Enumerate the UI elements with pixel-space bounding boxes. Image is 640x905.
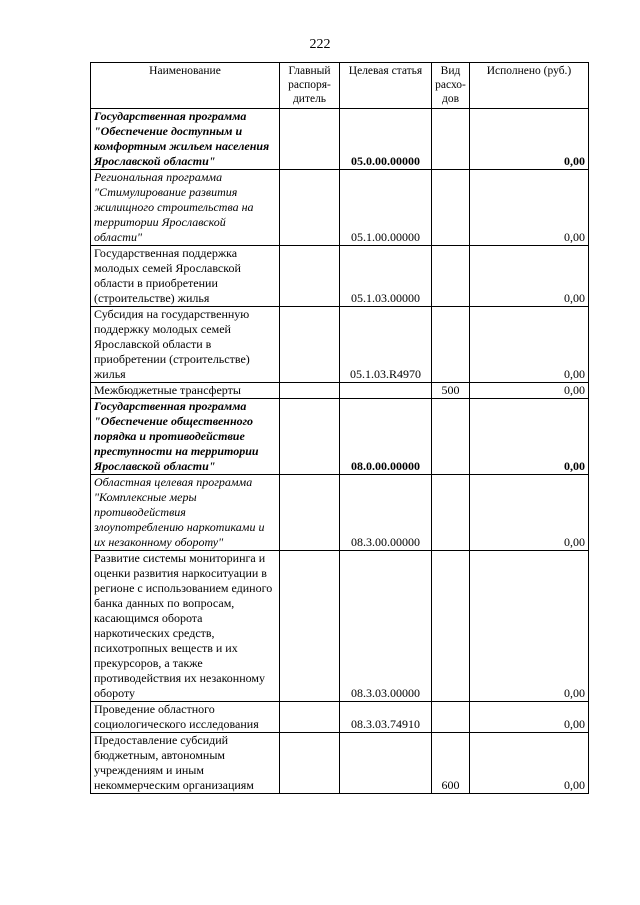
row-kind	[432, 475, 470, 551]
header-kind: Вид расхо-дов	[432, 63, 470, 109]
row-kind: 500	[432, 383, 470, 399]
row-kind	[432, 170, 470, 246]
row-amount: 0,00	[470, 702, 589, 733]
row-amount: 0,00	[470, 399, 589, 475]
row-manager	[280, 475, 340, 551]
row-name: Государственная программа "Обеспечение доступным и комфортным жильем населения Ярославской области"	[91, 109, 280, 170]
row-target-code: 08.3.00.00000	[340, 475, 432, 551]
row-manager	[280, 246, 340, 307]
row-kind	[432, 399, 470, 475]
row-target-code: 08.3.03.00000	[340, 551, 432, 702]
row-kind	[432, 307, 470, 383]
row-target-code: 08.0.00.00000	[340, 399, 432, 475]
row-amount: 0,00	[470, 551, 589, 702]
header-manager: Главный распоря-дитель	[280, 63, 340, 109]
row-name: Государственная поддержка молодых семей Ярославской области в приобретении (строительстве) жилья	[91, 246, 280, 307]
table-row	[91, 246, 589, 307]
row-target-code: 08.3.03.74910	[340, 702, 432, 733]
row-amount: 0,00	[470, 246, 589, 307]
row-manager	[280, 551, 340, 702]
table-row	[91, 383, 589, 399]
row-name: Региональная программа "Стимулирование развития жилищного строительства на территории Ярославской области"	[91, 170, 280, 246]
table-row	[91, 399, 589, 475]
row-target-code: 05.1.03.R4970	[340, 307, 432, 383]
row-kind	[432, 702, 470, 733]
header-target: Целевая статья	[340, 63, 432, 109]
header-name: Наименование	[91, 63, 280, 109]
row-manager	[280, 702, 340, 733]
row-name: Областная целевая программа "Комплексные меры противодействия злоупотреблению наркотиками и их незаконному обороту"	[91, 475, 280, 551]
table-row	[91, 551, 589, 702]
table-header-row	[91, 63, 589, 109]
table-row	[91, 475, 589, 551]
row-target-code	[340, 383, 432, 399]
row-target-code	[340, 733, 432, 794]
budget-table	[90, 62, 589, 794]
row-amount: 0,00	[470, 170, 589, 246]
row-kind: 600	[432, 733, 470, 794]
row-target-code: 05.1.03.00000	[340, 246, 432, 307]
row-amount: 0,00	[470, 109, 589, 170]
row-manager	[280, 733, 340, 794]
row-name: Государственная программа "Обеспечение общественного порядка и противодействие преступности на территории Ярославской области"	[91, 399, 280, 475]
row-amount: 0,00	[470, 733, 589, 794]
row-target-code: 05.1.00.00000	[340, 170, 432, 246]
row-manager	[280, 307, 340, 383]
table-row	[91, 733, 589, 794]
row-kind	[432, 246, 470, 307]
row-kind	[432, 551, 470, 702]
row-amount: 0,00	[470, 475, 589, 551]
row-manager	[280, 170, 340, 246]
row-manager	[280, 383, 340, 399]
row-kind	[432, 109, 470, 170]
row-name: Проведение областного социологического исследования	[91, 702, 280, 733]
row-target-code: 05.0.00.00000	[340, 109, 432, 170]
row-name: Субсидия на государственную поддержку молодых семей Ярославской области в приобретении (строительстве) жилья	[91, 307, 280, 383]
table-row	[91, 109, 589, 170]
table-row	[91, 702, 589, 733]
table-row	[91, 170, 589, 246]
row-name: Развитие системы мониторинга и оценки развития наркоситуации в регионе с использованием единого банка данных по вопросам, касающимся оборота наркотических средств, психотропных веществ и их прекурсоров, а также противодействия их незаконному обороту	[91, 551, 280, 702]
row-amount: 0,00	[470, 307, 589, 383]
row-manager	[280, 109, 340, 170]
row-amount: 0,00	[470, 383, 589, 399]
page-number: 222	[309, 37, 331, 52]
row-name: Предоставление субсидий бюджетным, автономным учреждениям и иным некоммерческим организациям	[91, 733, 280, 794]
header-executed: Исполнено (руб.)	[470, 63, 589, 109]
row-manager	[280, 399, 340, 475]
table-row	[91, 307, 589, 383]
row-name: Межбюджетные трансферты	[91, 383, 280, 399]
